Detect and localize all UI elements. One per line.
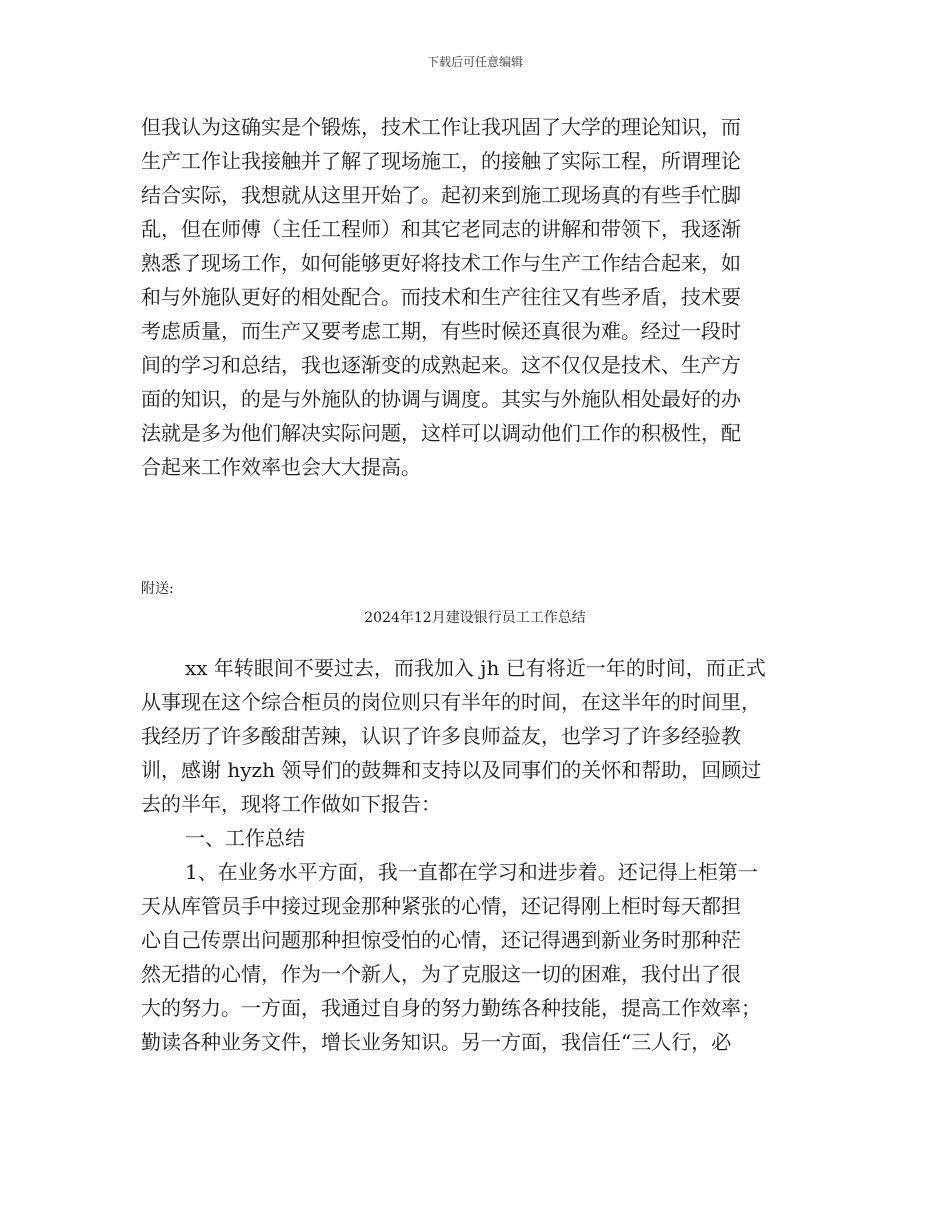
text-line: 勤读各种业务文件，增长业务知识。另一方面，我信任“三人行，必 (141, 1030, 732, 1054)
text-line: 熟悉了现场工作，如何能够更好将技术工作与生产工作结合起来，如 (141, 251, 741, 275)
text-line: 生产工作让我接触并了解了现场施工，的接触了实际工程，所谓理论 (141, 149, 741, 173)
text-line: 从事现在这个综合柜员的岗位则只有半年的时间，在这半年的时间里， (141, 690, 761, 714)
section2-body (141, 651, 809, 1059)
section1-body (141, 110, 809, 484)
text-line: 大的努力。一方面，我通过自身的努力勤练各种技能，提高工作效率； (141, 996, 761, 1020)
text-line: 和与外施队更好的相处配合。而技术和生产往往又有些矛盾，技术要 (141, 285, 741, 309)
text-line: 面的知识，的是与外施队的协调与调度。其实与外施队相处最好的办 (141, 387, 741, 411)
text-line: 乱，但在师傅（主任工程师）和其它老同志的讲解和带领下，我逐渐 (141, 217, 741, 241)
text-line: 去的半年，现将工作做如下报告： (141, 792, 441, 816)
text-line: 考虑质量，而生产又要考虑工期，有些时候还真很为难。经过一段时 (141, 319, 741, 343)
text-line: xx 年转眼间不要过去，而我加入 jh 已有将近一年的时间，而正式 (185, 656, 766, 680)
text-line: 1、在业务水平方面，我一直都在学习和进步着。还记得上柜第一 (185, 860, 758, 884)
text-line: 结合实际，我想就从这里开始了。起初来到施工现场真的有些手忙脚 (141, 183, 741, 207)
text-line: 合起来工作效率也会大大提高。 (141, 455, 421, 479)
text-line: 但我认为这确实是个锻炼，技术工作让我巩固了大学的理论知识，而 (141, 115, 741, 139)
text-line: 训，感谢 hyzh 领导们的鼓舞和支持以及同事们的关怀和帮助，回顾过 (141, 758, 762, 782)
text-line: 心自己传票出问题那种担惊受怕的心情，还记得遇到新业务时那种茫 (141, 928, 741, 952)
text-line: 法就是多为他们解决实际问题，这样可以调动他们工作的积极性，配 (141, 421, 741, 445)
text-line: 天从库管员手中接过现金那种紧张的心情，还记得刚上柜时每天都担 (141, 894, 741, 918)
section-heading: 一、工作总结 (185, 826, 305, 850)
attachment-label: 附送: (141, 581, 174, 597)
text-line: 间的学习和总结，我也逐渐变的成熟起来。这不仅仅是技术、生产方 (141, 353, 741, 377)
page-header-note: 下载后可任意编辑 (426, 55, 523, 69)
attachment-title: 2024年12月建设银行员工工作总结 (364, 610, 586, 626)
text-line: 我经历了许多酸甜苦辣，认识了许多良师益友，也学习了许多经验教 (141, 724, 741, 748)
text-line: 然无措的心情，作为一个新人，为了克服这一切的困难，我付出了很 (141, 962, 741, 986)
